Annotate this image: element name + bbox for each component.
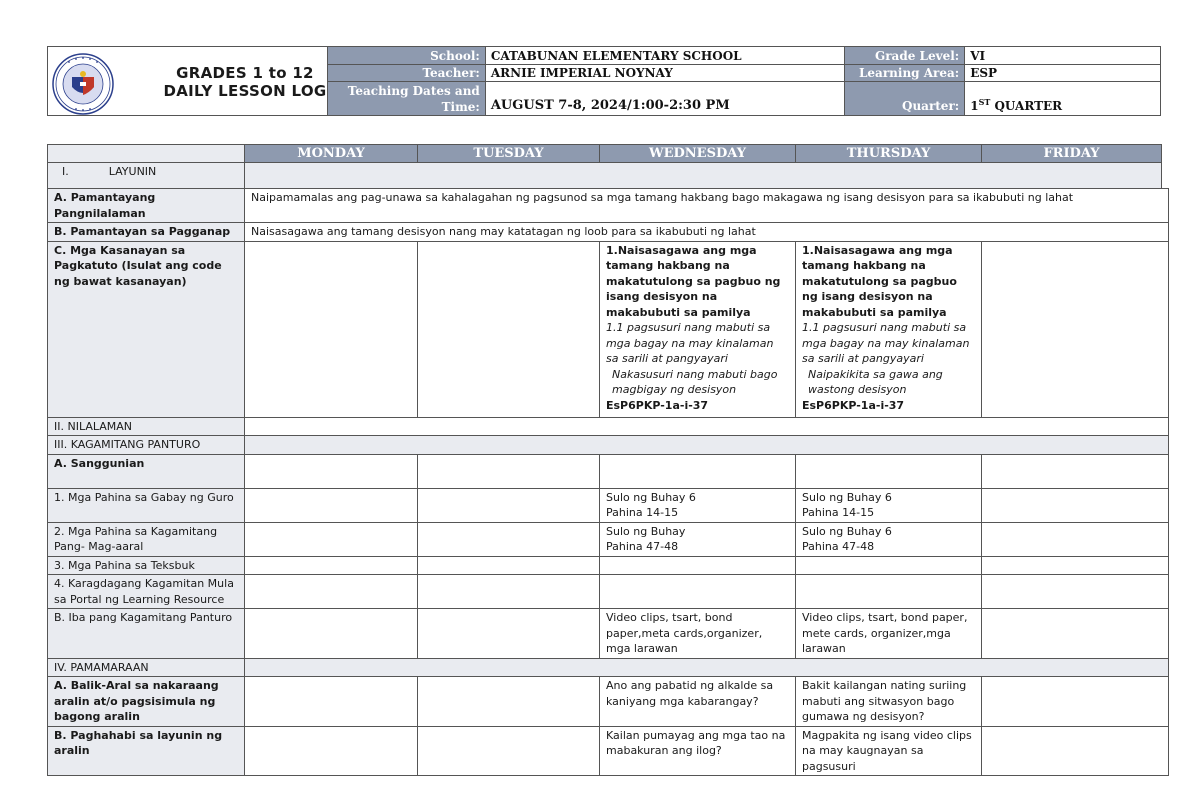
kasanayan-thursday	[796, 241, 982, 417]
karagdagang-friday	[982, 575, 1169, 609]
lesson-log-grid	[47, 144, 1168, 776]
kagamitang-row-fill	[245, 436, 1169, 455]
iba-pang-thursday: Video clips, tsart, bond paper, mete cards, organizer,mga larawan	[796, 609, 982, 659]
kasanayan-wednesday-objective: 1.Naisasagawa ang mga tamang hakbang na makatutulong sa pagbuo ng isang desisyon na makabubuti sa pamilya	[606, 243, 781, 319]
paghahabi-monday	[245, 726, 418, 776]
balik-aral-tuesday	[418, 677, 600, 727]
kagamitang-mag-aaral-thursday	[796, 522, 982, 556]
paghahabi-tuesday	[418, 726, 600, 776]
kasanayan-thursday-code: EsP6PKP-1a-i-37	[802, 398, 905, 412]
balik-aral-wednesday: Ano ang pabatid ng alkalde sa kaniyang mga kabarangay?	[600, 677, 796, 727]
sanggunian-thursday	[796, 454, 982, 488]
pamamaraan-row-fill	[245, 658, 1169, 677]
kasanayan-wednesday-sub: 1.1 pagsusuri nang mabuti sa mga bagay na may kinalaman sa sarili at pangyayari	[606, 321, 774, 365]
layunin-text: LAYUNIN	[108, 165, 157, 178]
kasanayan-thursday-detail: Naipakikita sa gawa ang wastong desisyon	[808, 367, 943, 396]
gabay-guro-wednesday-line1: Sulo ng Buhay 6	[606, 490, 696, 504]
day-header-thursday: THURSDAY	[796, 145, 982, 163]
quarter-word: QUARTER	[990, 99, 1063, 113]
gabay-guro-thursday-line2: Pahina 14-15	[802, 506, 875, 519]
teksbuk-thursday	[796, 556, 982, 575]
day-header-edge	[1162, 145, 1169, 163]
teksbuk-label: 3. Mga Pahina sa Teksbuk	[48, 556, 245, 575]
iba-pang-label: B. Iba pang Kagamitang Panturo	[48, 609, 245, 659]
kasanayan-friday	[982, 241, 1169, 417]
day-header-blank	[48, 145, 245, 163]
kasanayan-monday	[245, 241, 418, 417]
document-title-line2: DAILY LESSON LOG	[163, 82, 327, 100]
paghahabi-thursday: Magpakita ng isang video clips na may kaugnayan sa pagsusuri	[796, 726, 982, 776]
iba-pang-wednesday: Video clips, tsart, bond paper,meta cards,organizer, mga larawan	[600, 609, 796, 659]
school-label: School:	[328, 47, 486, 65]
karagdagang-tuesday	[418, 575, 600, 609]
grade-level-label: Grade Level:	[845, 47, 965, 65]
sanggunian-friday	[982, 454, 1169, 488]
kagamitang-label: III. KAGAMITANG PANTURO	[48, 436, 245, 455]
kagamitang-mag-aaral-wednesday-line2: Pahina 47-48	[606, 540, 679, 553]
kasanayan-thursday-sub: 1.1 pagsusuri nang mabuti sa mga bagay na may kinalaman sa sarili at pangyayari	[802, 321, 970, 365]
gabay-guro-monday	[245, 488, 418, 522]
nilalaman-content	[245, 417, 1169, 436]
teksbuk-tuesday	[418, 556, 600, 575]
document-title-line1: GRADES 1 to 12	[176, 64, 314, 82]
layunin-number: I.	[62, 165, 69, 178]
kagamitang-mag-aaral-tuesday	[418, 522, 600, 556]
teaching-dates-label-line1: Teaching Dates and	[347, 83, 480, 98]
karagdagang-monday	[245, 575, 418, 609]
balik-aral-thursday: Bakit kailangan nating suriing mabuti ang sitwasyon bago gumawa ng desisyon?	[796, 677, 982, 727]
pamantayang-pangnilalaman-text: Naipamamalas ang pag-unawa sa kahalagahan ng pagsunod sa mga tamang hakbang bago makagawa ng isang desisyon para sa ikabubuti ng lahat	[245, 189, 1169, 223]
teaching-dates-label	[328, 82, 486, 116]
pamamaraan-label: IV. PAMAMARAAN	[48, 658, 245, 677]
day-header-tuesday: TUESDAY	[418, 145, 600, 163]
teksbuk-wednesday	[600, 556, 796, 575]
kagamitang-mag-aaral-friday	[982, 522, 1169, 556]
teacher-value: ARNIE IMPERIAL NOYNAY	[485, 65, 844, 82]
deped-seal-logo	[52, 53, 114, 115]
pamantayang-pangnilalaman-label: A. Pamantayang Pangnilalaman	[48, 189, 245, 223]
iba-pang-monday	[245, 609, 418, 659]
gabay-guro-label: 1. Mga Pahina sa Gabay ng Guro	[48, 488, 245, 522]
karagdagang-label: 4. Karagdagang Kagamitan Mula sa Portal ng Learning Resource	[48, 575, 245, 609]
quarter-suffix: ST	[978, 97, 991, 107]
kagamitang-mag-aaral-wednesday-line1: Sulo ng Buhay	[606, 524, 686, 538]
learning-area-label: Learning Area:	[845, 65, 965, 82]
iba-pang-friday	[982, 609, 1169, 659]
teaching-dates-label-line2: Time:	[441, 99, 480, 114]
day-header-friday: FRIDAY	[982, 145, 1162, 163]
teacher-label: Teacher:	[328, 65, 486, 82]
gabay-guro-wednesday	[600, 488, 796, 522]
teaching-dates-value: AUGUST 7-8, 2024/1:00-2:30 PM	[485, 82, 844, 116]
quarter-label: Quarter:	[845, 82, 965, 116]
kagamitang-mag-aaral-thursday-line2: Pahina 47-48	[802, 540, 875, 553]
teksbuk-friday	[982, 556, 1169, 575]
learning-area-value: ESP	[965, 65, 1161, 82]
grade-level-value: VI	[965, 47, 1161, 65]
kasanayan-label: C. Mga Kasanayan sa Pagkatuto (Isulat ang code ng bawat kasanayan)	[48, 241, 245, 417]
paghahabi-wednesday: Kailan pumayag ang mga tao na mabakuran ang ilog?	[600, 726, 796, 776]
header-info-table	[327, 46, 1161, 116]
sanggunian-tuesday	[418, 454, 600, 488]
sanggunian-wednesday	[600, 454, 796, 488]
sanggunian-monday	[245, 454, 418, 488]
gabay-guro-thursday-line1: Sulo ng Buhay 6	[802, 490, 892, 504]
gabay-guro-friday	[982, 488, 1169, 522]
paghahabi-friday	[982, 726, 1169, 776]
karagdagang-thursday	[796, 575, 982, 609]
nilalaman-label: II. NILALAMAN	[48, 417, 245, 436]
quarter-number: 1	[970, 99, 979, 113]
kasanayan-wednesday	[600, 241, 796, 417]
kasanayan-thursday-objective: 1.Naisasagawa ang mga tamang hakbang na makatutulong sa pagbuo ng isang desisyon na makabubuti sa pamilya	[802, 243, 957, 319]
pamantayan-pagganap-text: Naisasagawa ang tamang desisyon nang may katatagan ng loob para sa ikabubuti ng lahat	[245, 223, 1169, 242]
pamantayan-pagganap-label: B. Pamantayan sa Pagganap	[48, 223, 245, 242]
grid-edge	[1162, 163, 1169, 189]
layunin-label	[48, 163, 245, 189]
kasanayan-wednesday-code: EsP6PKP-1a-i-37	[606, 398, 709, 412]
teksbuk-monday	[245, 556, 418, 575]
day-header-wednesday: WEDNESDAY	[600, 145, 796, 163]
kagamitang-mag-aaral-label: 2. Mga Pahina sa Kagamitang Pang- Mag-aaral	[48, 522, 245, 556]
day-header-monday: MONDAY	[245, 145, 418, 163]
balik-aral-monday	[245, 677, 418, 727]
paghahabi-label: B. Paghahabi sa layunin ng aralin	[48, 726, 245, 776]
balik-aral-label: A. Balik-Aral sa nakaraang aralin at/o pagsisimula ng bagong aralin	[48, 677, 245, 727]
gabay-guro-tuesday	[418, 488, 600, 522]
gabay-guro-wednesday-line2: Pahina 14-15	[606, 506, 679, 519]
layunin-row-fill	[245, 163, 1162, 189]
kagamitang-mag-aaral-monday	[245, 522, 418, 556]
kagamitang-mag-aaral-thursday-line1: Sulo ng Buhay 6	[802, 524, 892, 538]
karagdagang-wednesday	[600, 575, 796, 609]
sanggunian-label: A. Sanggunian	[48, 454, 245, 488]
quarter-value	[965, 82, 1161, 116]
kagamitang-mag-aaral-wednesday	[600, 522, 796, 556]
kasanayan-wednesday-detail: Nakasusuri nang mabuti bago magbigay ng desisyon	[612, 367, 778, 396]
kasanayan-tuesday	[418, 241, 600, 417]
gabay-guro-thursday	[796, 488, 982, 522]
iba-pang-tuesday	[418, 609, 600, 659]
balik-aral-friday	[982, 677, 1169, 727]
school-value: CATABUNAN ELEMENTARY SCHOOL	[485, 47, 844, 65]
